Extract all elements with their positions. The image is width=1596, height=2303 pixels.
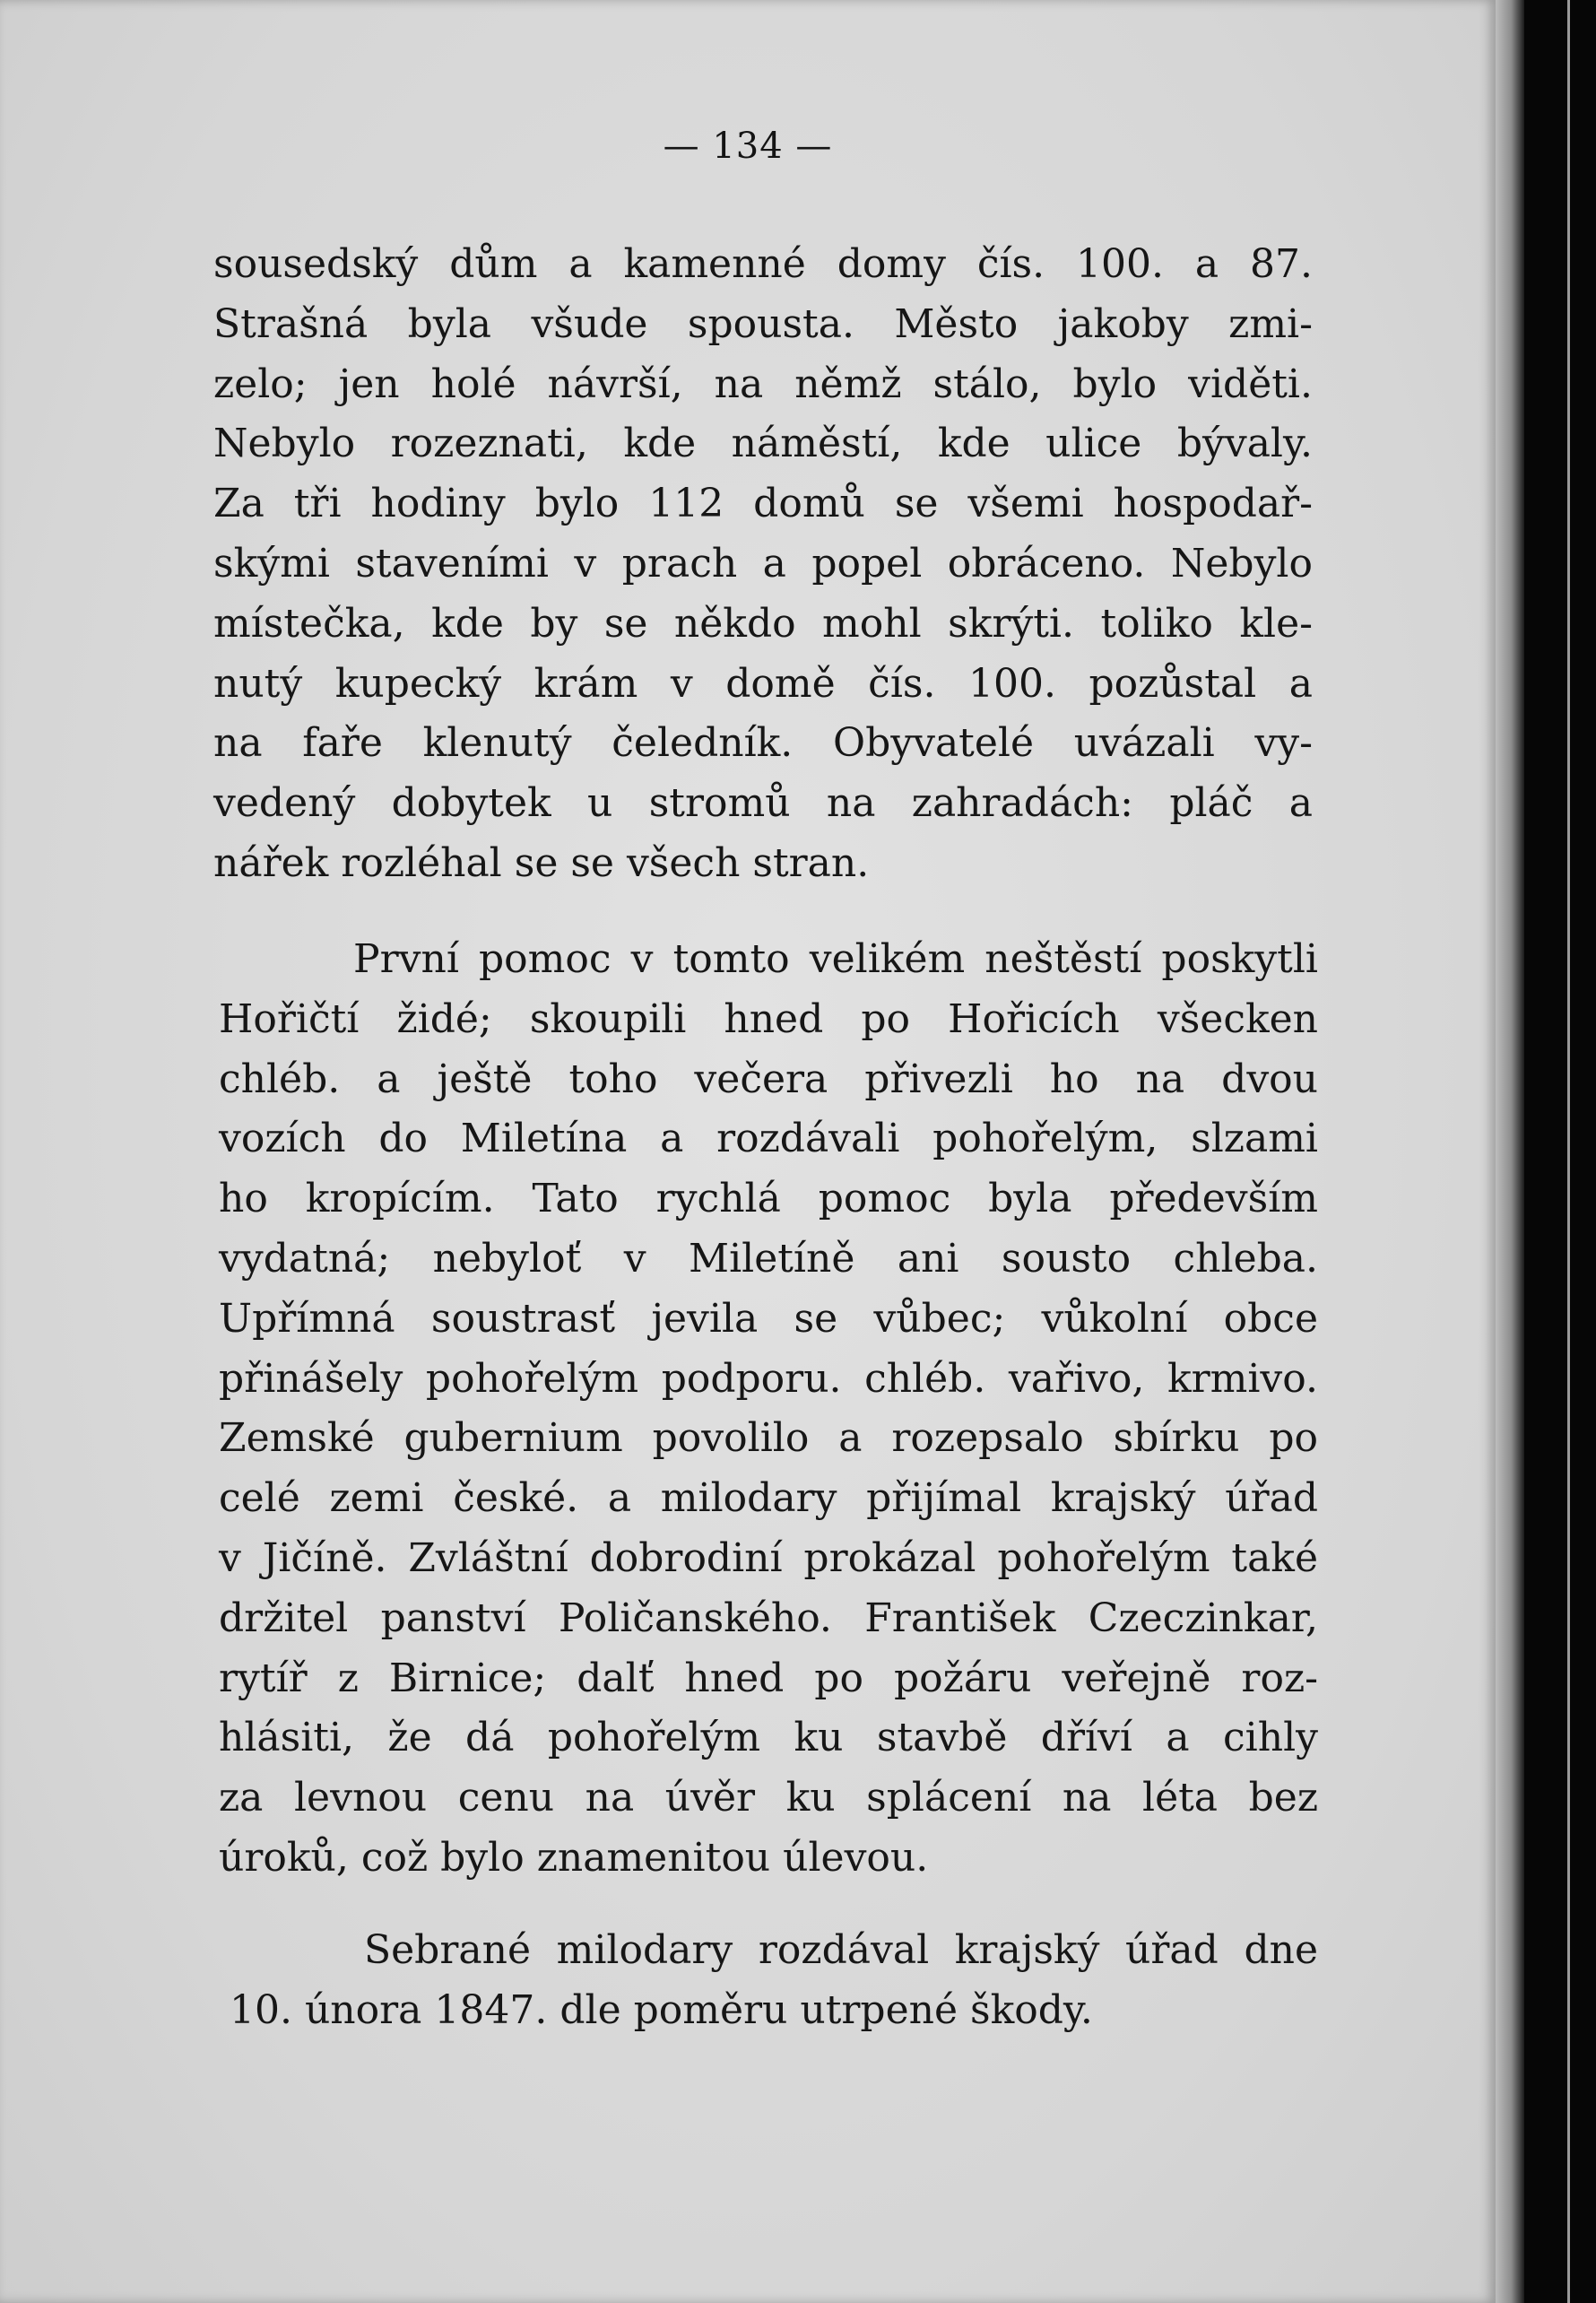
- text-line: přinášely pohořelým podporu. chléb. vařivo, krmivo.: [219, 1355, 1318, 1402]
- text-line: vydatná; nebyloť v Miletíně ani sousto chleba.: [219, 1235, 1318, 1282]
- scan-border: [1524, 0, 1596, 2303]
- text-line: Strašná byla všude spousta. Město jakoby zmi-: [213, 300, 1313, 347]
- text-line: nářek rozléhal se se všech stran.: [213, 839, 870, 886]
- text-line: skými staveními v prach a popel obráceno. Nebylo: [213, 540, 1313, 587]
- text-line: 10. února 1847. dle poměru utrpené škody.: [230, 1986, 1093, 2033]
- text-line: Sebrané milodary rozdával krajský úřad dne: [364, 1927, 1318, 1973]
- scan-border-line: [1567, 0, 1570, 2303]
- text-line: vozích do Miletína a rozdávali pohořelým, slzami: [219, 1116, 1318, 1162]
- paragraph: [219, 930, 1318, 1889]
- text-line: vedený dobytek u stromů na zahradách: pláč a: [213, 780, 1313, 827]
- text-line: držitel panství Poličanského. František Czeczinkar,: [219, 1595, 1318, 1641]
- text-line: na faře klenutý čeledník. Obyvatelé uvázali vy-: [213, 720, 1313, 767]
- paragraph: [230, 1921, 1318, 2041]
- text-line: nutý kupecký krám v domě čís. 100. pozůstal a: [213, 660, 1313, 707]
- text-line: Zemské gubernium povolilo a rozepsalo sbírku po: [219, 1415, 1318, 1462]
- text-line: Upřímná soustrasť jevila se vůbec; vůkolní obce: [219, 1295, 1318, 1342]
- text-line: chléb. a ještě toho večera přivezli ho na dvou: [219, 1056, 1318, 1102]
- text-line: rytíř z Birnice; dalť hned po požáru veřejně roz-: [219, 1655, 1318, 1701]
- text-line: úroků, což bylo znamenitou úlevou.: [219, 1834, 929, 1881]
- text-line: za levnou cenu na úvěr ku splácení na léta bez: [219, 1775, 1318, 1821]
- text-line: v Jičíně. Zvláštní dobrodiní prokázal pohořelým také: [219, 1534, 1318, 1581]
- text-line: sousedský dům a kamenné domy čís. 100. a 87.: [213, 241, 1313, 287]
- text-line: Nebylo rozeznati, kde náměstí, kde ulice bývaly.: [213, 421, 1313, 467]
- text-line: Za tři hodiny bylo 112 domů se všemi hospodař-: [213, 481, 1313, 527]
- text-line: První pomoc v tomto velikém neštěstí poskytli: [353, 936, 1318, 982]
- text-line: celé zemi české. a milodary přijímal krajský úřad: [219, 1475, 1318, 1522]
- text-line: ho kropícím. Tato rychlá pomoc byla především: [219, 1176, 1318, 1222]
- text-line: místečka, kde by se někdo mohl skrýti. toliko kle-: [213, 600, 1313, 647]
- paragraph: [213, 235, 1313, 894]
- text-line: zelo; jen holé návrší, na němž stálo, bylo viděti.: [213, 361, 1313, 407]
- text-line: Hořičtí židé; skoupili hned po Hořicích všecken: [219, 995, 1318, 1042]
- page-number: — 134 —: [663, 126, 833, 167]
- page-edge-shadow: [1496, 0, 1524, 2303]
- text-line: hlásiti, že dá pohořelým ku stavbě dříví a cihly: [219, 1715, 1318, 1761]
